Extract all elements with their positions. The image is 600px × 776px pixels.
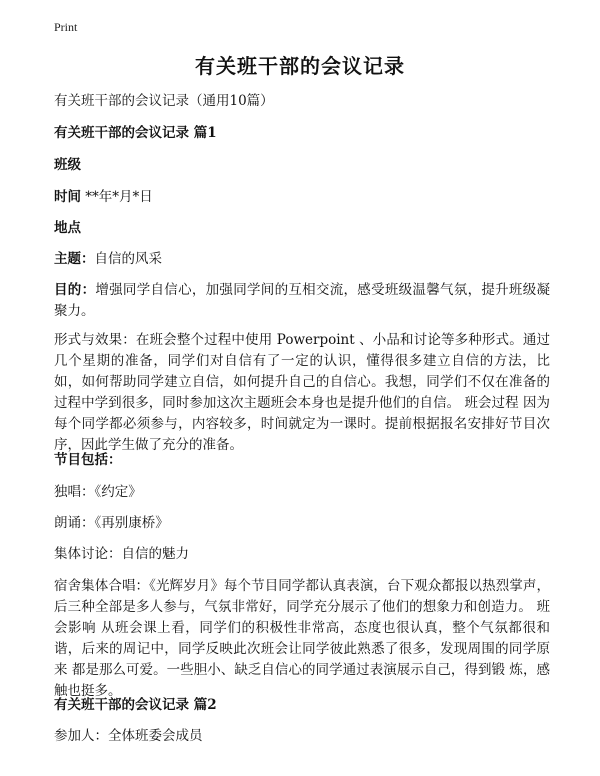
time-value: **年*月*日 [81, 189, 153, 205]
purpose-label: 目的： [54, 282, 96, 298]
theme-line [54, 249, 554, 270]
section1-heading: 有关班干部的会议记录 篇1 [54, 125, 217, 141]
theme-value: 自信的风采 [94, 251, 162, 267]
program-heading: 节目包括： [54, 452, 122, 468]
time-line [54, 187, 554, 208]
place-label: 地点 [54, 220, 81, 236]
solo-line: 独唱：《约定》 [54, 484, 142, 500]
time-label: 时间 [54, 189, 81, 205]
purpose-paragraph [54, 280, 550, 322]
class-label: 班级 [54, 157, 81, 173]
chorus-paragraph: 宿舍集体合唱：《光辉岁月》每个节目同学都认真表演，台下观众都报以热烈掌声，后三种全部是多人参与，气氛非常好，同学充分展示了他们的想象力和创造力。 班会影响 从班会课上看，同学们的积极性非常高，态度也很认真，整个气氛都很和谐，后来的周记中，同学反映此次班会让同学彼此熟悉了很多，发现周围的同学原来 都是那么可爱。一些胆小、缺乏自信心的同学通过表演展示自己，得到锻 炼，感触也挺多。 [54, 578, 550, 699]
print-label: Print [54, 20, 78, 34]
discussion-line: 集体讨论：自信的魅力 [54, 546, 189, 562]
document-subtitle: 有关班干部的会议记录（通用10篇） [54, 93, 274, 109]
participants-line: 参加人：全体班委会成员 [54, 728, 203, 744]
theme-label: 主题： [54, 251, 95, 267]
section2-heading: 有关班干部的会议记录 篇2 [54, 697, 217, 713]
form-effect-paragraph: 形式与效果：在班会整个过程中使用 Powerpoint 、小品和讨论等多种形式。通过几个星期的准备，同学们对自信有了一定的认识，懂得很多建立自信的方法，比如，如何帮助同学建立自信，如何提升自己的自信心。我想，同学们不仅在准备的过程中学到很多，同时参加这次主题班会本身也是提升他们的自信。 班会过程 因为每个同学都必须参与，内容较多，时间就定为一课时。提前根据报名安排好节目次序，因此学生做了充分的准备。 [54, 332, 550, 453]
page-title: 有关班干部的会议记录 [195, 54, 405, 78]
purpose-value: 增强同学自信心，加强同学间的互相交流，感受班级温馨气氛，提升班级凝聚力。 [54, 282, 551, 319]
recite-line: 朗诵：《再别康桥》 [54, 515, 169, 531]
